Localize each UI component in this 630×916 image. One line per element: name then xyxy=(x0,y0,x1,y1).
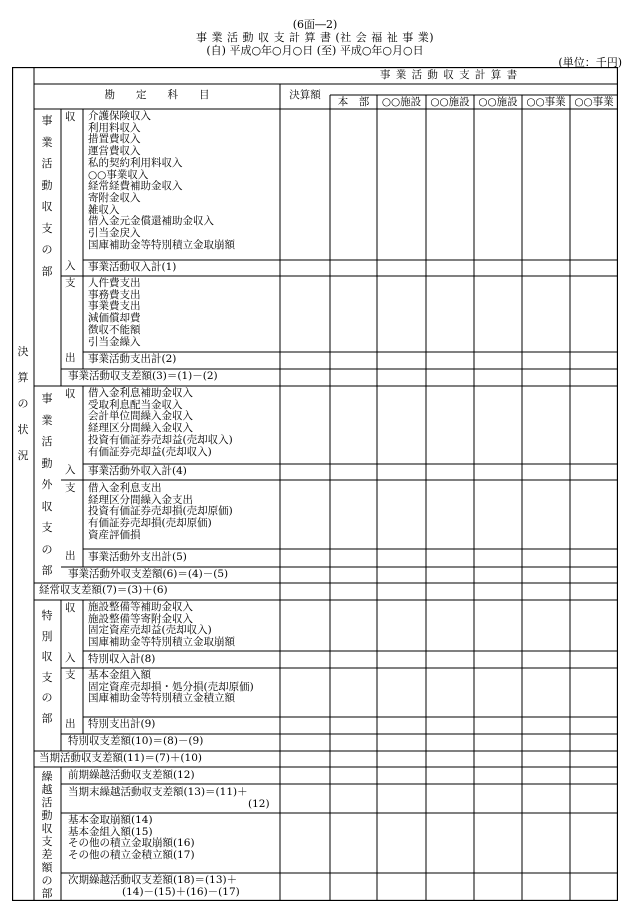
list-item: 国庫補助金等特別積立金取崩額 xyxy=(88,238,235,251)
section-label-carryover: 繰越活動収支差額の部 xyxy=(41,770,53,900)
expense-marker: 出 xyxy=(65,550,76,562)
income-marker: 収 xyxy=(65,602,76,614)
list-item: 雑収入 xyxy=(88,203,120,216)
list-item: 利用料収入 xyxy=(88,121,141,134)
expense-marker: 支 xyxy=(65,277,76,289)
list-item: 寄附金収入 xyxy=(88,191,141,204)
column-header: ○○施設 xyxy=(381,96,422,108)
list-item: 人件費支出 xyxy=(88,277,141,289)
next-carryover-line2: (14)－(15)＋(16)－(17) xyxy=(122,886,240,898)
list-item: 資産評価損 xyxy=(88,528,141,541)
non-business-balance: 事業活動外収支差額(6)＝(4)－(5) xyxy=(68,568,229,580)
column-header: ○○施設 xyxy=(430,96,470,108)
list-item: 固定資産売却損・処分損(売却原価) xyxy=(88,680,254,693)
list-item: 経常経費補助金収入 xyxy=(88,180,183,193)
list-item: 引当金繰入 xyxy=(88,335,141,348)
income-marker: 入 xyxy=(65,652,76,664)
column-header: ○○施設 xyxy=(478,96,518,108)
list-item: 借入金元金償還補助金収入 xyxy=(88,215,214,228)
special-income-total: 特別収入計(8) xyxy=(88,653,156,665)
income-marker: 収 xyxy=(65,111,76,123)
business-balance: 事業活動収支差額(3)＝(1)－(2) xyxy=(68,370,218,382)
list-item: 基本金取崩額(14) xyxy=(68,814,153,826)
expense-marker: 出 xyxy=(65,352,76,364)
table-title: 事 業 活 動 収 支 計 算 書 xyxy=(379,69,519,81)
list-item: 施設整備等補助金収入 xyxy=(88,601,193,613)
list-item: 事務費支出 xyxy=(88,288,141,301)
list-item: 有価証券売却損(売却原価) xyxy=(88,517,212,530)
account-header: 勘 定 科 目 xyxy=(104,89,210,101)
unit-label: (単位：千円) xyxy=(558,56,622,69)
list-item: 受取利息配当金収入 xyxy=(88,398,183,411)
list-item: 経理区分間繰入金収入 xyxy=(88,422,193,435)
income-marker: 入 xyxy=(65,464,76,476)
ordinary-balance: 経常収支差額(7)＝(3)＋(6) xyxy=(39,584,168,596)
list-item: その他の積立金積立額(17) xyxy=(68,849,195,862)
period: (自) 平成○年○月○日 (至) 平成○年○月○日 xyxy=(206,44,424,57)
income-marker: 入 xyxy=(65,260,76,272)
statement-form xyxy=(12,67,618,901)
list-item: 国庫補助金等特別積立金取崩額 xyxy=(88,636,235,649)
list-item: 引当金戻入 xyxy=(88,227,141,239)
list-item: 措置費収入 xyxy=(88,133,141,146)
list-item: 減価償却費 xyxy=(88,312,141,325)
list-item: 私的契約利用料収入 xyxy=(88,156,183,169)
list-item: 借入金利息補助金収入 xyxy=(88,387,193,399)
special-expense-total: 特別支出計(9) xyxy=(88,718,156,730)
list-item: 徴収不能額 xyxy=(88,323,141,336)
column-header: ○○事業 xyxy=(526,96,566,108)
non-business-income-total: 事業活動外収入計(4) xyxy=(88,465,187,477)
list-item: ○○事業収入 xyxy=(88,168,149,181)
list-item: 投資有価証券売却損(売却原価) xyxy=(88,505,233,518)
list-item: その他の積立金取崩額(16) xyxy=(68,837,195,850)
list-item: 経理区分間繰入金支出 xyxy=(88,493,193,506)
settlement-header: 決算額 xyxy=(289,89,321,101)
list-item: 基本金組入額 xyxy=(88,669,151,681)
expense-marker: 出 xyxy=(65,718,76,730)
expense-marker: 支 xyxy=(65,669,76,681)
business-expense-total: 事業活動支出計(2) xyxy=(88,353,177,365)
next-carryover-line1: 次期繰越活動収支差額(18)＝(13)＋ xyxy=(68,874,238,886)
end-carryover-line1: 当期末繰越活動収支差額(13)＝(11)＋ xyxy=(68,786,248,798)
list-item: 固定資産売却益(売却収入) xyxy=(88,624,212,637)
list-item: 投資有価証券売却益(売却収入) xyxy=(88,433,233,446)
column-header: 本 部 xyxy=(337,96,370,108)
end-carryover-line2: (12) xyxy=(248,798,270,810)
business-income-total: 事業活動収入計(1) xyxy=(88,261,177,273)
section-label-special: 特別収支の部 xyxy=(41,609,53,725)
list-item: 事業費支出 xyxy=(88,300,141,313)
list-item: 会計単位間繰入金収入 xyxy=(88,410,193,423)
income-marker: 収 xyxy=(65,388,76,400)
special-balance: 特別収支差額(10)＝(8)－(9) xyxy=(68,735,204,747)
list-item: 介護保険収入 xyxy=(88,110,151,122)
expense-marker: 支 xyxy=(65,482,76,494)
non-business-expense-total: 事業活動外支出計(5) xyxy=(88,551,187,563)
section-label-non-business: 事業活動外収支の部 xyxy=(41,392,53,577)
section-label-business: 事業活動収支の部 xyxy=(41,114,53,278)
prev-carryover: 前期繰越活動収支差額(12) xyxy=(68,769,195,781)
list-item: 運営費収入 xyxy=(88,145,141,158)
column-header: ○○事業 xyxy=(574,96,614,108)
list-item: 借入金利息支出 xyxy=(88,482,162,494)
list-item: 基本金組入額(15) xyxy=(68,825,153,838)
document-title: 事 業 活 動 収 支 計 算 書 (社 会 福 祉 事 業) xyxy=(195,31,435,44)
current-balance: 当期活動収支差額(11)＝(7)＋(10) xyxy=(39,752,202,764)
list-item: 有価証券売却益(売却収入) xyxy=(88,445,212,458)
list-item: 国庫補助金等特別積立金積立額 xyxy=(88,692,235,705)
side-label-settlement: 決算の状況 xyxy=(17,345,29,462)
list-item: 施設整備等寄附金収入 xyxy=(88,612,193,625)
form-number: (6面―2) xyxy=(292,18,338,31)
